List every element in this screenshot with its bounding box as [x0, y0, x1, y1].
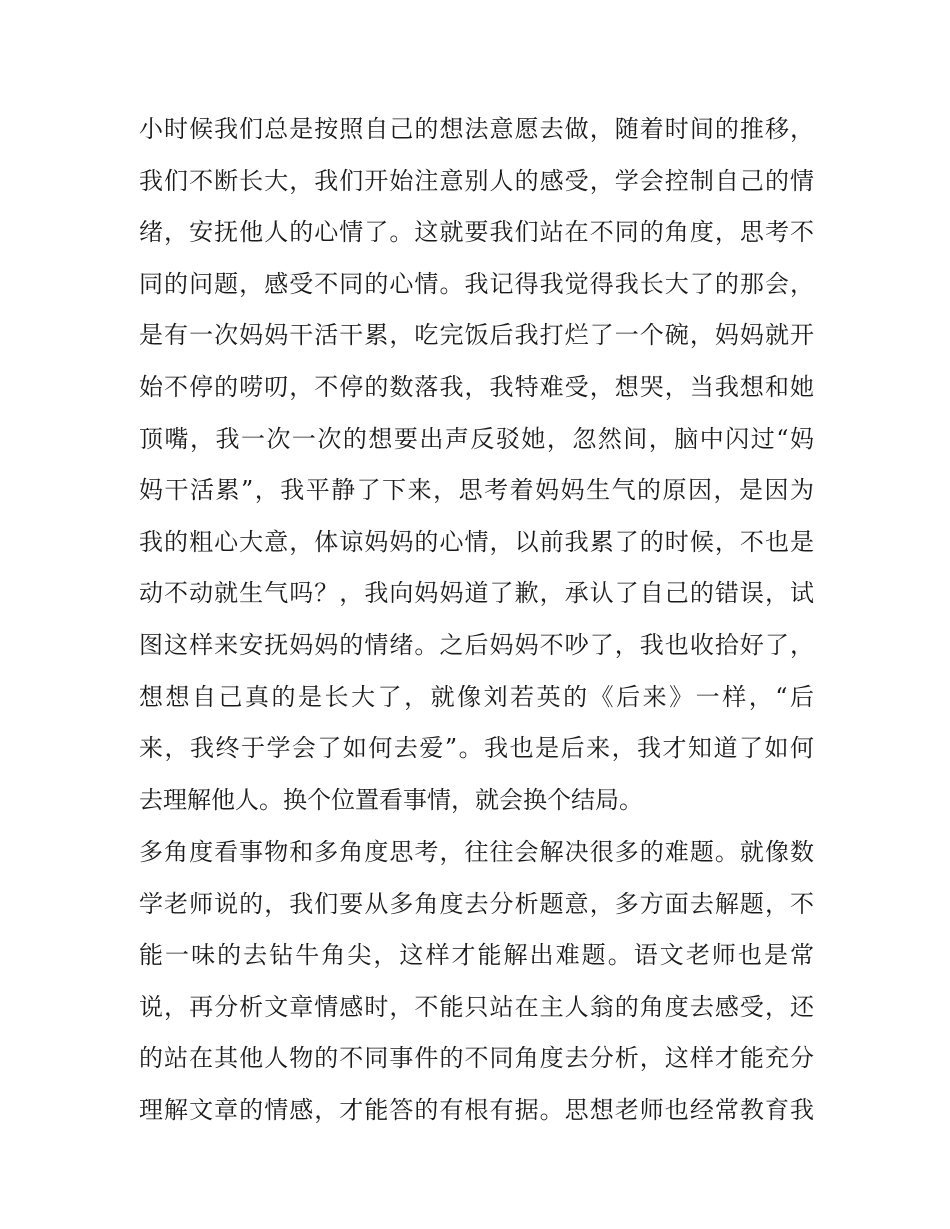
text-line: 能一味的去钻牛角尖，这样才能解出难题。语文老师也是常	[139, 941, 814, 970]
text-line: 妈干活累”，我平静了下来，思考着妈妈生气的原因，是因为	[139, 476, 814, 505]
text-line: 学老师说的，我们要从多角度去分析题意，多方面去解题，不	[139, 889, 814, 918]
text-line: 去理解他人。换个位置看事情，就会换个结局。	[139, 785, 643, 814]
text-line: 顶嘴，我一次一次的想要出声反驳她，忽然间，脑中闪过“妈	[139, 424, 814, 453]
text-line: 我们不断长大，我们开始注意别人的感受，学会控制自己的情	[139, 166, 814, 195]
text-line: 绪，安抚他人的心情了。这就要我们站在不同的角度，思考不	[139, 218, 814, 247]
paragraph-1	[139, 104, 814, 826]
text-line: 始不停的唠叨，不停的数落我，我特难受，想哭，当我想和她	[139, 372, 814, 401]
text-line: 小时候我们总是按照自己的想法意愿去做，随着时间的推移，	[139, 115, 814, 143]
text-line: 多角度看事物和多角度思考，往往会解决很多的难题。就像数	[139, 838, 814, 866]
text-line: 同的问题，感受不同的心情。我记得我觉得我长大了的那会，	[139, 269, 814, 298]
text-line: 是有一次妈妈干活干累，吃完饭后我打烂了一个碗，妈妈就开	[139, 321, 814, 350]
text-line: 想想自己真的是长大了，就像刘若英的《后来》一样，“后	[139, 682, 814, 711]
text-line: 来，我终于学会了如何去爱”。我也是后来，我才知道了如何	[139, 734, 814, 763]
text-line: 说，再分析文章情感时，不能只站在主人翁的角度去感受，还	[139, 992, 814, 1021]
text-line: 图这样来安抚妈妈的情绪。之后妈妈不吵了，我也收拾好了，	[139, 630, 814, 659]
paragraph-2	[139, 827, 814, 1137]
text-line: 我的粗心大意，体谅妈妈的心情，以前我累了的时候，不也是	[139, 527, 814, 556]
text-line: 动不动就生气吗？，我向妈妈道了歉，承认了自己的错误，试	[139, 579, 814, 608]
text-line: 的站在其他人物的不同事件的不同角度去分析，这样才能充分	[139, 1044, 814, 1073]
text-line: 理解文章的情感，才能答的有根有据。思想老师也经常教育我	[139, 1095, 814, 1124]
